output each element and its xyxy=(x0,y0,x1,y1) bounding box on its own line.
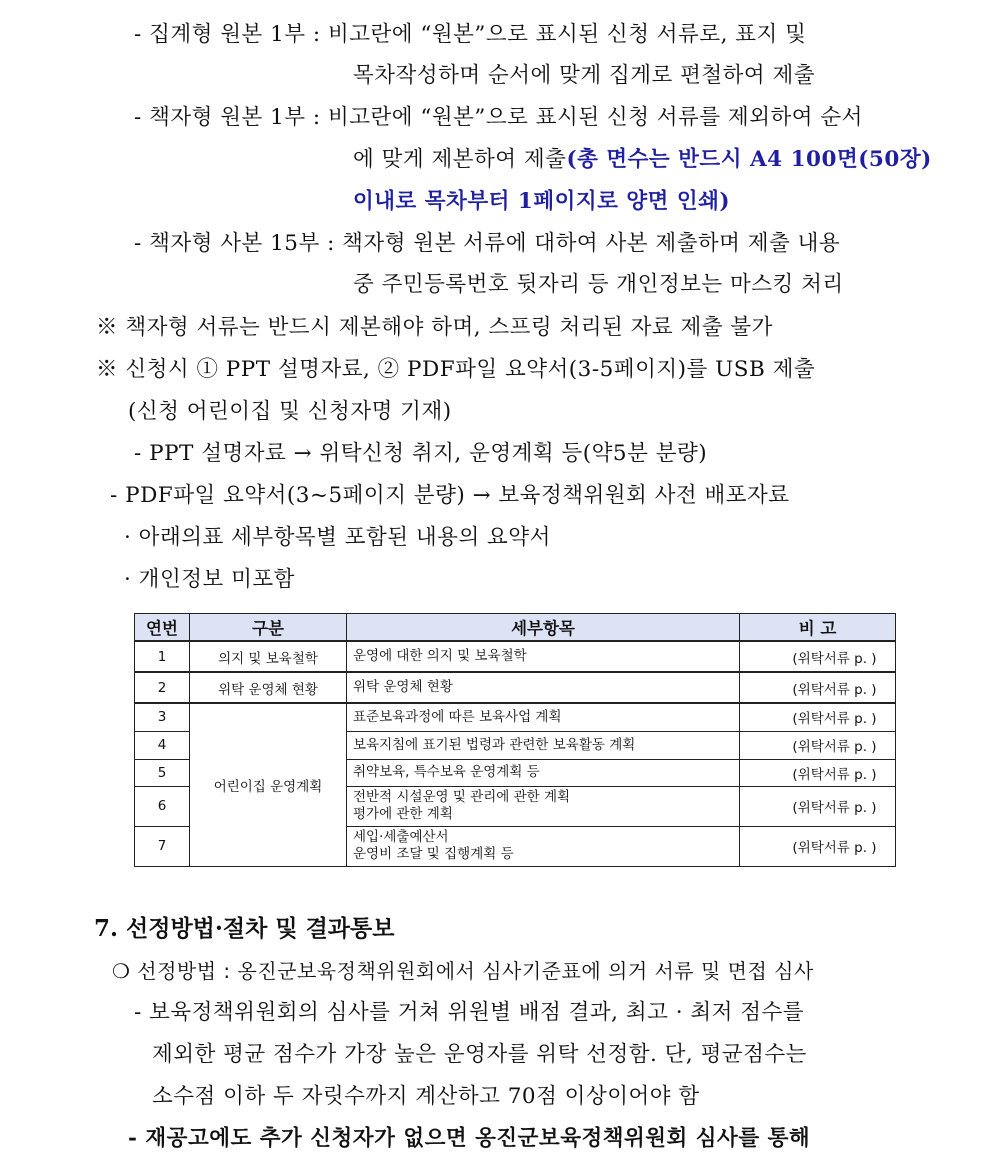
selection-process: - 보육정책위원회의 심사를 거쳐 위원별 배점 결과, 최고 · 최저 점수를 xyxy=(134,1000,805,1025)
line-booklet-copies: - 책자형 사본 15부 : 책자형 원본 서류에 대하여 사본 제출하며 제출 내용 xyxy=(134,231,841,256)
page-limit-note-cont: 이내로 목차부터 1페이지로 양면 인쇄) xyxy=(353,189,731,214)
row-category: 어린이집 운영계획 xyxy=(190,703,347,866)
row-note: (위탁서류 p. ) xyxy=(740,786,896,826)
row-number: 1 xyxy=(135,641,190,672)
selection-process-cont: 소수점 이하 두 자릿수까지 계산하고 70점 이상이어야 함 xyxy=(152,1084,700,1109)
row-item: 위탁 운영체 현황 xyxy=(347,672,740,703)
row-number: 3 xyxy=(135,703,190,731)
note-usb-submission-cont: (신청 어린이집 및 신청자명 기재) xyxy=(128,399,452,424)
document-items-table xyxy=(134,613,896,867)
bullet-summary-content: · 아래의표 세부항목별 포함된 내용의 요약서 xyxy=(124,525,551,550)
row-category: 위탁 운영체 현황 xyxy=(190,672,347,703)
row-item xyxy=(347,786,740,826)
row-item: 운영에 대한 의지 및 보육철학 xyxy=(347,641,740,672)
row-item-line: 전반적 시설운영 및 관리에 관한 계획 xyxy=(353,789,571,805)
table-row xyxy=(135,641,896,672)
header-detail-item: 세부항목 xyxy=(347,614,740,642)
row-item-line: 운영비 조달 및 집행계획 등 xyxy=(353,846,514,862)
line-booklet-original-cont xyxy=(353,145,932,175)
header-number: 연번 xyxy=(135,614,190,642)
row-number: 7 xyxy=(135,826,190,866)
header-category: 구분 xyxy=(190,614,347,642)
note-binding-required: ※ 책자형 서류는 반드시 제본해야 하며, 스프링 처리된 자료 제출 불가 xyxy=(96,315,773,340)
re-announcement-note: - 재공고에도 추가 신청자가 없으면 옹진군보육정책위원회 심사를 통해 xyxy=(128,1126,811,1151)
table-row xyxy=(135,703,896,731)
row-item: 표준보육과정에 따른 보육사업 계획 xyxy=(347,703,740,731)
row-number: 6 xyxy=(135,786,190,826)
line-booklet-copies-cont: 중 주민등록번호 뒷자리 등 개인정보는 마스킹 처리 xyxy=(353,272,844,297)
note-usb-submission: ※ 신청시 ① PPT 설명자료, ② PDF파일 요약서(3-5페이지)를 USB 제출 xyxy=(96,357,816,382)
line-pdf-summary: - PDF파일 요약서(3~5페이지 분량) → 보육정책위원회 사전 배포자료 xyxy=(110,483,790,508)
row-number: 2 xyxy=(135,672,190,703)
page-limit-note: (총 면수는 반드시 A4 100면(50장) xyxy=(566,147,932,172)
selection-process-cont: 제외한 평균 점수가 가장 높은 운영자를 위탁 선정함. 단, 평균점수는 xyxy=(152,1042,807,1067)
row-category: 의지 및 보육철학 xyxy=(190,641,347,672)
row-number: 4 xyxy=(135,731,190,759)
row-note: (위탁서류 p. ) xyxy=(740,759,896,786)
line-aggregate-original: - 집계형 원본 1부 : 비고란에 “원본”으로 표시된 신청 서류로, 표지 및 xyxy=(134,22,807,47)
row-item-line: 평가에 관한 계획 xyxy=(353,806,453,822)
section-heading: 7. 선정방법·절차 및 결과통보 xyxy=(94,915,395,942)
row-item: 보육지침에 표기된 법령과 관련한 보육활동 계획 xyxy=(347,731,740,759)
header-remarks: 비 고 xyxy=(740,614,896,642)
row-note: (위탁서류 p. ) xyxy=(740,672,896,703)
row-number: 5 xyxy=(135,759,190,786)
bullet-no-personal-info: · 개인정보 미포함 xyxy=(124,567,295,592)
booklet-binding-text: 에 맞게 제본하여 제출 xyxy=(353,147,567,172)
row-note: (위탁서류 p. ) xyxy=(740,826,896,866)
selection-method: ❍ 선정방법 : 옹진군보육정책위원회에서 심사기준표에 의거 서류 및 면접 심사 xyxy=(112,959,814,983)
row-item: 취약보육, 특수보육 운영계획 등 xyxy=(347,759,740,786)
table-row xyxy=(135,672,896,703)
row-note: (위탁서류 p. ) xyxy=(740,703,896,731)
row-item xyxy=(347,826,740,866)
row-note: (위탁서류 p. ) xyxy=(740,641,896,672)
line-ppt-material: - PPT 설명자료 → 위탁신청 취지, 운영계획 등(약5분 분량) xyxy=(134,441,708,466)
row-item-line: 세입·세출예산서 xyxy=(353,829,449,845)
row-note: (위탁서류 p. ) xyxy=(740,731,896,759)
line-aggregate-original-cont: 목차작성하며 순서에 맞게 집게로 편철하여 제출 xyxy=(353,63,816,88)
line-booklet-original: - 책자형 원본 1부 : 비고란에 “원본”으로 표시된 신청 서류를 제외하여 순서 xyxy=(134,105,863,130)
table-header-row xyxy=(135,614,896,642)
